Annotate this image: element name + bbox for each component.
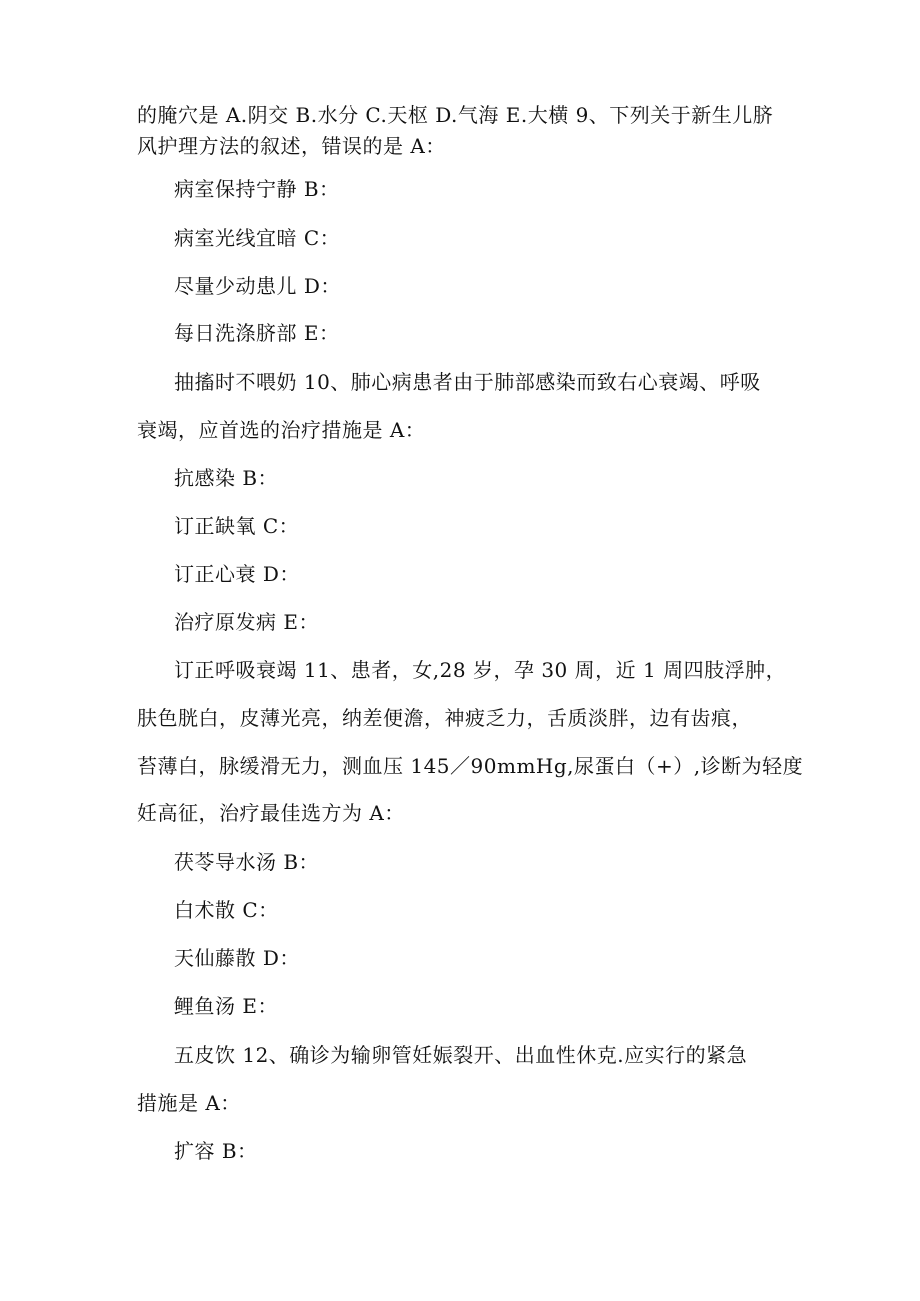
text-line: 扩容 B：: [174, 1139, 258, 1163]
text-line: 茯苓导水汤 B：: [174, 850, 320, 874]
text-line: 苔薄白，脉缓滑无力，测血压 145／90mmHg,尿蛋白（+）,诊断为轻度: [137, 754, 804, 778]
text-line: 的腌穴是 A.阴交 B.水分 C.天枢 D.气海 E.大横 9、下列关于新生儿脐: [137, 103, 774, 127]
text-line: 抗感染 B：: [174, 466, 279, 490]
text-line: 订正心衰 D：: [174, 562, 300, 586]
text-line: 白术散 C：: [174, 898, 279, 922]
text-line: 订正呼吸衰竭 11、患者，女,28 岁，孕 30 周，近 1 周四肢浮肿，: [174, 658, 787, 682]
text-line: 尽量少动患儿 D：: [174, 274, 341, 298]
text-line: 抽搐时不喂奶 10、肺心病患者由于肺部感染而致右心衰竭、呼吸: [174, 370, 761, 394]
text-line: 鲤鱼汤 E：: [174, 994, 278, 1018]
text-line: 风护理方法的叙述，错误的是 A：: [137, 134, 446, 158]
text-line: 五皮饮 12、确诊为输卵管妊娠裂开、出血性休克.应实行的紧急: [174, 1043, 748, 1067]
text-line: 衰竭，应首选的治疗措施是 A：: [137, 418, 426, 442]
text-line: 措施是 A：: [137, 1091, 241, 1115]
text-line: 治疗原发病 E：: [174, 610, 319, 634]
text-line: 肤色胱白，皮薄光亮，纳差便澹，神疲乏力，舌质淡胖，边有齿痕，: [137, 706, 752, 730]
text-line: 病室光线宜暗 C：: [174, 226, 341, 250]
text-line: 天仙藤散 D：: [174, 946, 300, 970]
text-line: 订正缺氧 C：: [174, 514, 300, 538]
text-line: 妊高征，治疗最佳选方为 A：: [137, 801, 405, 825]
text-line: 病室保持宁静 B：: [174, 177, 340, 201]
text-line: 每日洗涤脐部 E：: [174, 321, 340, 345]
